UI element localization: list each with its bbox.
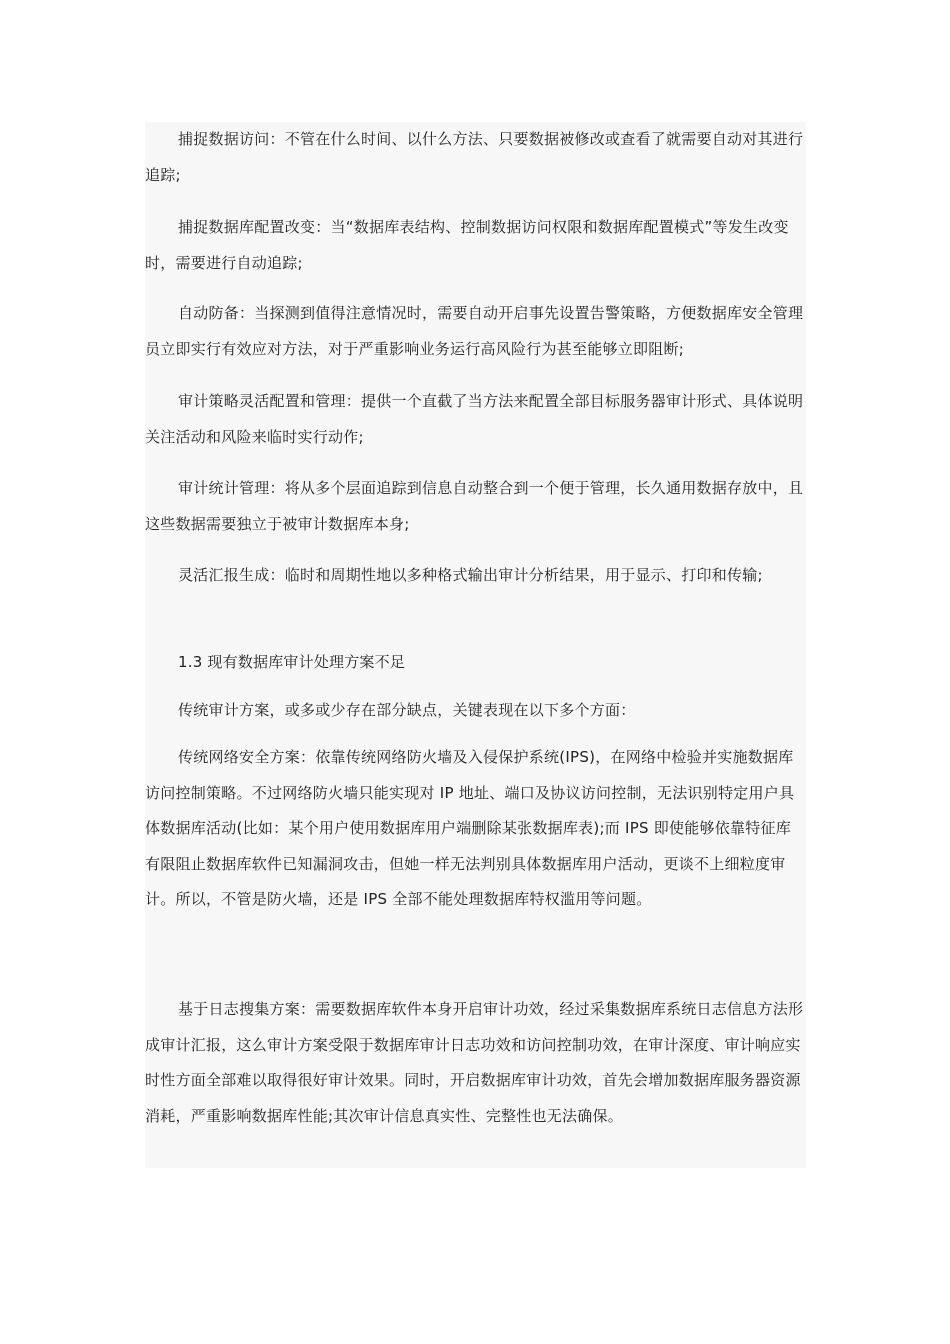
paragraph-audit-statistics: 审计统计管理：将从多个层面追踪到信息自动整合到一个便于管理，长久通用数据存放中，且这些数据需要独立于被审计数据库本身; — [145, 479, 804, 533]
paragraph-capture-config-change: 捕捉数据库配置改变：当“数据库表结构、控制数据访问权限和数据库配置模式”等发生改变时，需要进行自动追踪; — [145, 218, 789, 272]
paragraph-log-collection: 基于日志搜集方案：需要数据库软件本身开启审计功效，经过采集数据库系统日志信息方法形成审计汇报，这么审计方案受限于数据库审计日志功效和访问控制功效，在审计深度、审计响应实时性方面全部难以取得很好审计效果。同时，开启数据库审计功效，首先会增加数据库服务器资源消耗，严重影响数据库性能;其次审计信息真实性、完整性也无法确保。 — [145, 1000, 804, 1125]
paragraph-network-security: 传统网络安全方案：依靠传统网络防火墙及入侵保护系统(IPS)，在网络中检验并实施数据库访问控制策略。不过网络防火墙只能实现对 IP 地址、端口及协议访问控制，无法识别特定用户具体数据库活动(比如：某个用户使用数据库用户端删除某张数据库表);而 IPS 即使能够依靠特征库有限阻止数据库软件已知漏洞攻击，但她一样无法判别具体数据库用户活动，更谈不上细粒度审计。所以，不管是防火墙，还是 IPS 全部不能处理数据库特权滥用等问题。 — [145, 748, 795, 908]
paragraph-report-generation: 灵活汇报生成：临时和周期性地以多种格式输出审计分析结果，用于显示、打印和传输; — [178, 566, 763, 584]
paragraph-traditional-intro: 传统审计方案，或多或少存在部分缺点，关键表现在以下多个方面： — [178, 701, 636, 719]
paragraph-capture-data-access: 捕捉数据访问：不管在什么时间、以什么方法、只要数据被修改或查看了就需要自动对其进行追踪; — [145, 130, 804, 184]
section-heading: 1.3 现有数据库审计处理方案不足 — [178, 653, 406, 671]
paragraph-audit-policy: 审计策略灵活配置和管理：提供一个直截了当方法来配置全部目标服务器审计形式、具体说明关注活动和风险来临时实行动作; — [145, 392, 804, 446]
document-content — [145, 122, 806, 1168]
paragraph-auto-defense: 自动防备：当探测到值得注意情况时，需要自动开启事先设置告警策略，方便数据库安全管理员立即实行有效应对方法，对于严重影响业务运行高风险行为甚至能够立即阻断; — [145, 304, 804, 358]
